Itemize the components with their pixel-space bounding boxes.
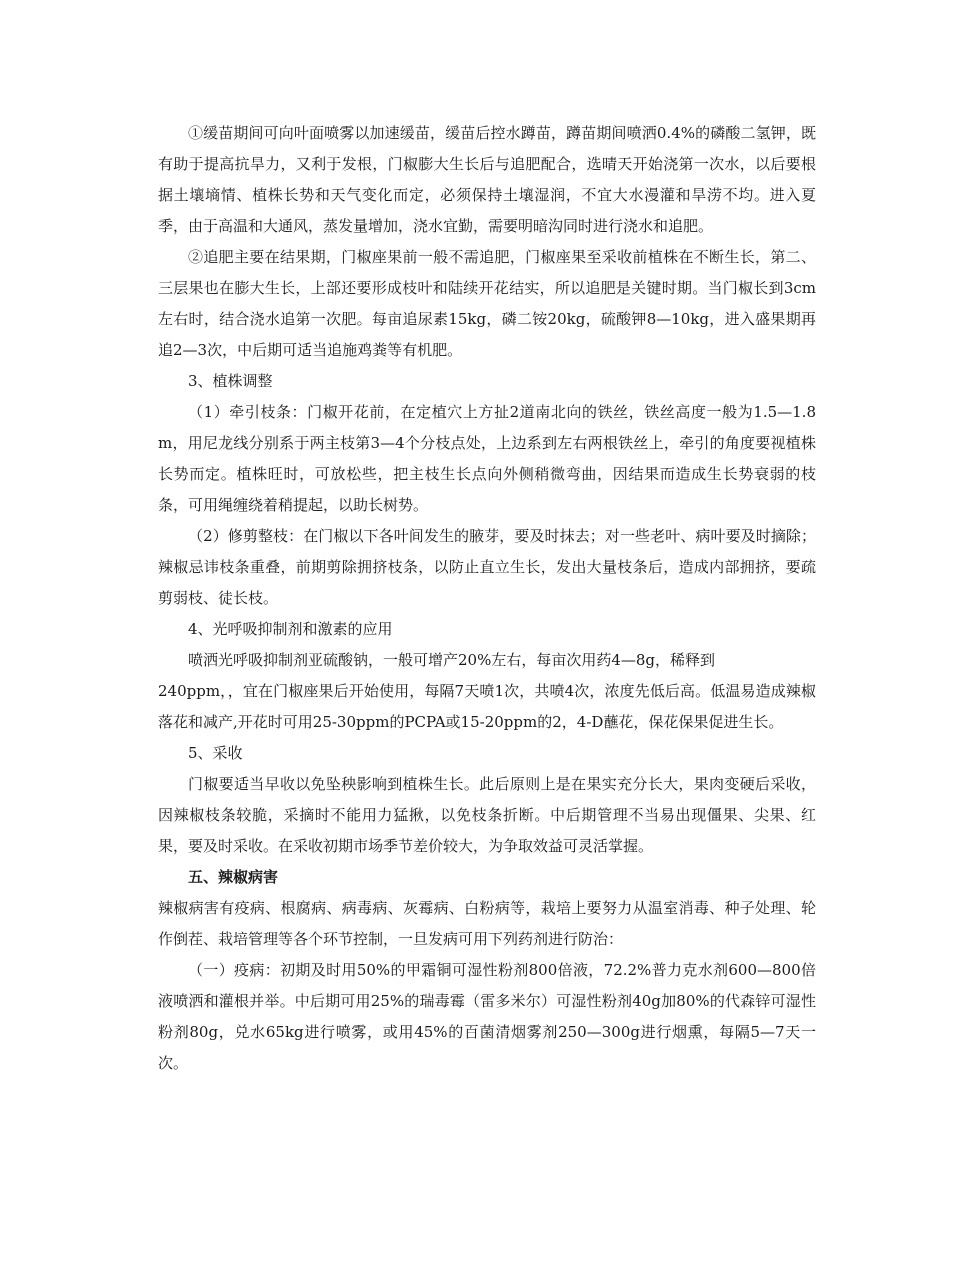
paragraph-phytophthora: （一）疫病：初期及时用50%的甲霜铜可湿性粉剂800倍液，72.2%普力克水剂600—800倍液喷洒和灌根并举。中后期可用25%的瑞毒霉（雷多米尔）可湿性粉剂40g加80%的代森锌可湿性粉剂80g，兑水65kg进行喷雾，或用45%的百菌清烟雾剂250—300g进行烟熏，每隔5—7天一次。 (158, 961, 816, 1072)
paragraph-branch-guiding: （1）牵引枝条：门椒开花前，在定植穴上方扯2道南北向的铁丝，铁丝高度一般为1.5—1.8m，用尼龙线分别系于两主枝第3—4个分枝点处，上边系到左右两根铁丝上，牵引的角度要视植株长势而定。植株旺时，可放松些，把主枝生长点向外侧稍微弯曲，因结果而造成生长势衰弱的枝条，可用绳缠绕着稍提起，以助长树势。 (158, 403, 816, 514)
paragraph-pruning: （2）修剪整枝：在门椒以下各叶间发生的腋芽，要及时抹去；对一些老叶、病叶要及时摘除；辣椒忌讳枝条重叠，前期剪除拥挤枝条，以防止直立生长，发出大量枝条后，造成内部拥挤，要疏剪弱枝、徒长枝。 (158, 527, 816, 607)
paragraph-inhibitor-usage: 240ppm，，宜在门椒座果后开始使用，每隔7天喷1次，共喷4次，浓度先低后高。低温易造成辣椒落花和减产,开花时可用25-30ppm的PCPA或15-20ppm的2，4-D蘸花，保花保果促进生长。 (158, 682, 816, 731)
chapter-heading-pepper-diseases: 五、辣椒病害 (188, 868, 279, 886)
paragraph-harvest: 门椒要适当早收以免坠秧影响到植株生长。此后原则上是在果实充分长大，果肉变硬后采收，因辣椒枝条较脆，采摘时不能用力猛揪，以免枝条折断。中后期管理不当易出现僵果、尖果、红果，要及时采收。在采收初期市场季节差价较大，为争取效益可灵活掌握。 (158, 775, 816, 855)
section-heading-inhibitor-hormones: 4、光呼吸抑制剂和激素的应用 (188, 620, 393, 638)
document-page (158, 118, 816, 1079)
paragraph-disease-overview: 辣椒病害有疫病、根腐病、病毒病、灰霉病、白粉病等，栽培上要努力从温室消毒、种子处理、轮作倒茬、栽培管理等各个环节控制，一旦发病可用下列药剂进行防治： (158, 899, 816, 948)
paragraph-inhibitor-spray: 喷洒光呼吸抑制剂亚硫酸钠，一般可增产20%左右，每亩次用药4—8g，稀释到 (188, 651, 716, 669)
section-heading-harvest: 5、采收 (188, 744, 243, 762)
section-heading-plant-adjustment: 3、植株调整 (188, 372, 273, 390)
paragraph-fertilizing: ②追肥主要在结果期，门椒座果前一般不需追肥，门椒座果至采收前植株在不断生长，第二、三层果也在膨大生长，上部还要形成枝叶和陆续开花结实，所以追肥是关键时期。当门椒长到3cm左右时，结合浇水追第一次肥。每亩追尿素15kg，磷二铵20kg，硫酸钾8—10kg，进入盛果期再追2—3次，中后期可适当追施鸡粪等有机肥。 (158, 248, 816, 359)
paragraph-transplant-recovery: ①缓苗期间可向叶面喷雾以加速缓苗，缓苗后控水蹲苗，蹲苗期间喷洒0.4%的磷酸二氢钾，既有助于提高抗旱力，又利于发根，门椒膨大生长后与追肥配合，选晴天开始浇第一次水，以后要根据土壤墒情、植株长势和天气变化而定，必须保持土壤湿润，不宜大水漫灌和旱涝不均。进入夏季，由于高温和大通风，蒸发量增加，浇水宜勤，需要明暗沟同时进行浇水和追肥。 (158, 124, 816, 235)
